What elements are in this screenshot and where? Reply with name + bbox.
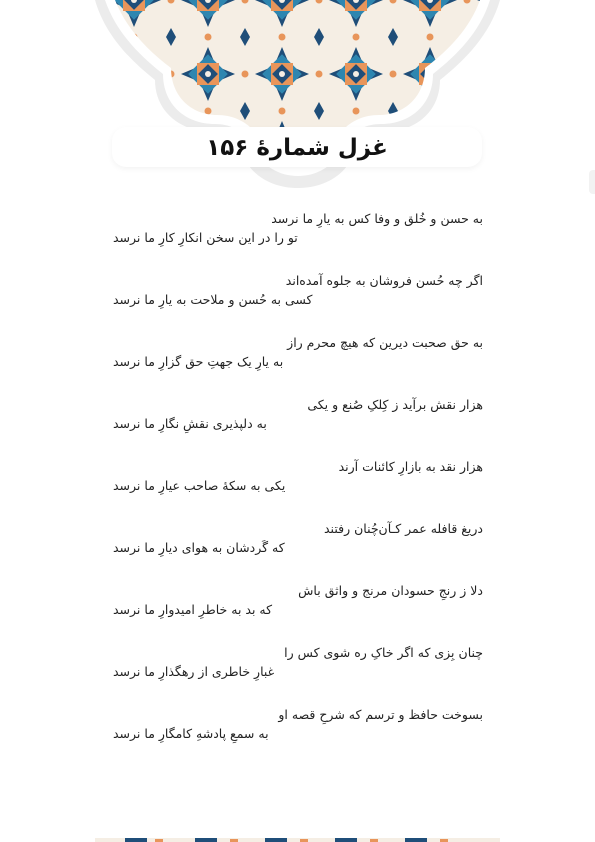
- page-title: غزل شمارهٔ ۱۵۶: [206, 135, 388, 161]
- hemistich-first: اگر چه حُسن فروشان به جلوه آمده‌اند: [285, 273, 483, 288]
- verse: [113, 581, 483, 625]
- verse: [113, 457, 483, 501]
- hemistich-second: که گَردشان به هوای دیارِ ما نرسد: [113, 540, 285, 555]
- hemistich-first: چنان بِزی که اگر خاکِ ره شوی کس را: [284, 645, 483, 660]
- hemistich-first: دریغ قافله عمر کـآن‌چُنان رفتند: [323, 521, 483, 536]
- hemistich-second: غبارِ خاطری از رهگذارِ ما نرسد: [113, 664, 275, 679]
- verse: [113, 643, 483, 687]
- hemistich-second: که بد به خاطرِ امیدوارِ ما نرسد: [113, 602, 273, 617]
- hemistich-first: دلا ز رنجِ حسودان مرنج و واثق باش: [298, 583, 483, 598]
- verse: [113, 519, 483, 563]
- verse: [113, 333, 483, 377]
- decorative-footer-strip: [95, 836, 500, 842]
- verse: [113, 705, 483, 749]
- verse: [113, 271, 483, 315]
- hemistich-second: تو را در این سخن انکارِ کارِ ما نرسد: [113, 230, 298, 245]
- hemistich-second: به دلپذیری نقشِ نگارِ ما نرسد: [113, 416, 267, 431]
- verse: [113, 395, 483, 439]
- hemistich-first: به حق صحبت دیرین که هیچ محرم راز: [287, 335, 483, 350]
- hemistich-first: به حسن و خُلق و وفا کس به یارِ ما نرسد: [271, 211, 483, 226]
- hemistich-second: به سمعِ پادشهِ کامگارِ ما نرسد: [113, 726, 269, 741]
- hemistich-first: بسوخت حافظ و ترسم که شرحِ قصه او: [278, 707, 483, 722]
- hemistich-first: هزار نقد به بازارِ کائنات آرند: [338, 459, 483, 474]
- hemistich-second: یکی به سکهٔ صاحب عیارِ ما نرسد: [113, 478, 286, 493]
- hemistich-second: کسی به حُسن و ملاحت به یارِ ما نرسد: [113, 292, 313, 307]
- verse: [113, 209, 483, 253]
- hemistich-second: به یارِ یک جهتِ حق گزارِ ما نرسد: [113, 354, 284, 369]
- hemistich-first: هزار نقش برآید ز کِلکِ صُنع و یکی: [307, 397, 483, 412]
